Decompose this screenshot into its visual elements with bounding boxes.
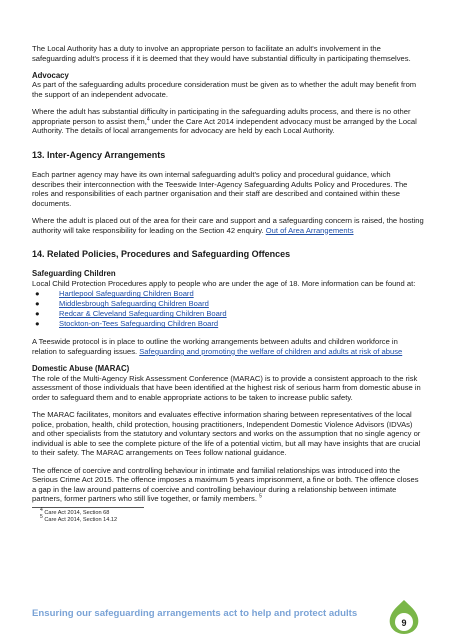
section-13-paragraph-1: Each partner agency may have its own internal safeguarding adult's policy and procedural guidance, which describes their interconnection with the Teeswide Inter-Agency Safeguarding Adults Policy and Procedures. The roles and responsibilities of each partner organisation and their staff are described and contained within these documents. bbox=[32, 169, 408, 208]
safeguarding-children-heading: Safeguarding Children bbox=[32, 269, 116, 279]
marac-heading: Domestic Abuse (MARAC) bbox=[32, 364, 130, 374]
advocacy-heading: Advocacy bbox=[32, 70, 69, 80]
teeswide-protocol-paragraph: A Teeswide protocol is in place to outline the working arrangements between adults and children workforce in relation to safeguarding issues. Safeguarding and promoting the welfare of children and adults at risk of abuse bbox=[32, 337, 403, 356]
hartlepool-board-link[interactable]: Hartlepool Safeguarding Children Board bbox=[59, 289, 194, 299]
footnote-ref-5[interactable]: 5 bbox=[259, 493, 262, 500]
out-of-area-arrangements-link[interactable]: Out of Area Arrangements bbox=[265, 225, 354, 235]
intro-paragraph: The Local Authority has a duty to involve an appropriate person to facilitate an adult's involvement in the safeguarding adult's process if it is deemed that they would have substantial difficulty in participating themselves. bbox=[32, 44, 411, 63]
safeguarding-welfare-link[interactable]: Safeguarding and promoting the welfare of children and adults at risk of abuse bbox=[139, 346, 403, 356]
redcar-cleveland-board-link[interactable]: Redcar & Cleveland Safeguarding Children Board bbox=[59, 309, 227, 319]
list-item bbox=[32, 309, 424, 319]
advocacy-paragraph-1: As part of the safeguarding adults procedure consideration must be given as to whether the adult may benefit from the support of an independent advocate. bbox=[32, 80, 417, 99]
section-13-paragraph-2: Where the adult is placed out of the area for their care and support and a safeguarding concern is raised, the hosting authority will take responsibility for leading on the Section 42 enquiry. Out of Area Arrangements bbox=[32, 215, 424, 235]
list-item bbox=[32, 319, 424, 329]
bullet-icon: ● bbox=[35, 299, 40, 309]
section-13-heading: 13. Inter-Agency Arrangements bbox=[32, 149, 166, 160]
stockton-board-link[interactable]: Stockton-on-Tees Safeguarding Children Board bbox=[59, 319, 219, 329]
list-item bbox=[32, 289, 424, 299]
footer-tagline: Ensuring our safeguarding arrangements act to help and protect adults bbox=[32, 608, 358, 619]
footnote-divider bbox=[32, 507, 144, 508]
bullet-icon: ● bbox=[35, 309, 40, 319]
bullet-icon: ● bbox=[35, 319, 40, 329]
document-body bbox=[32, 44, 424, 524]
page-number: 9 bbox=[401, 618, 407, 628]
footnote-4: $^4$ Care Act 2014, Section 68 bbox=[40, 507, 110, 516]
footnote-5: $^5$ Care Act 2014, Section 14.12 bbox=[40, 514, 118, 523]
safeguarding-children-paragraph: Local Child Protection Procedures apply to people who are under the age of 18. More information can be found at: bbox=[32, 278, 416, 288]
section-14-heading: 14. Related Policies, Procedures and Safeguarding Offences bbox=[32, 249, 291, 260]
coercive-control-paragraph: The offence of coercive and controlling behaviour in intimate and familial relationships was introduced into the Serious Crime Act 2015. The offence imposes a maximum 5 years imprisonment, a fine or both. The offence closes a gap in the law around patterns of coercive and controlling behaviour during a relationship between intimate partners, former partners who still live together, or family members. $^5$ bbox=[32, 465, 419, 504]
middlesbrough-board-link[interactable]: Middlesbrough Safeguarding Children Board bbox=[59, 299, 209, 309]
marac-paragraph-1: The role of the Multi-Agency Risk Assessment Conference (MARAC) is to provide a consistent approach to the risk assessment of those individuals that have been identified at the highest risk of serious harm from domestic abuse in order to safeguard them and to enable appropriate actions to be taken to increase public safety. bbox=[32, 373, 421, 402]
page-badge-icon bbox=[386, 598, 422, 636]
list-item bbox=[32, 299, 424, 309]
children-board-links bbox=[32, 289, 424, 329]
footnote-ref-4[interactable]: 4 bbox=[146, 116, 150, 123]
advocacy-paragraph-2: Where the adult has substantial difficulty in participating in the safeguarding adults process, and there is no other appropriate person to assist them,$^4$ under the Care Act 2014 independent advocacy must be arranged by the Local Authority. The details of local arrangements for advocacy are held by each Local Authority. bbox=[32, 107, 417, 136]
bullet-icon: ● bbox=[35, 289, 40, 299]
marac-paragraph-2: The MARAC facilitates, monitors and evaluates effective information sharing between representatives of the local police, probation, health, child protection, housing practitioners, Independent Domestic Violence Advisors (IDVAs) and other specialists from the statutory and voluntary sectors and works on the assumption that no single agency or individual is able to see the complete picture of the life of a potential victim, but all may have insights that are crucial to their safety. The MARAC arrangements on Tees follow national guidance. bbox=[32, 410, 421, 458]
